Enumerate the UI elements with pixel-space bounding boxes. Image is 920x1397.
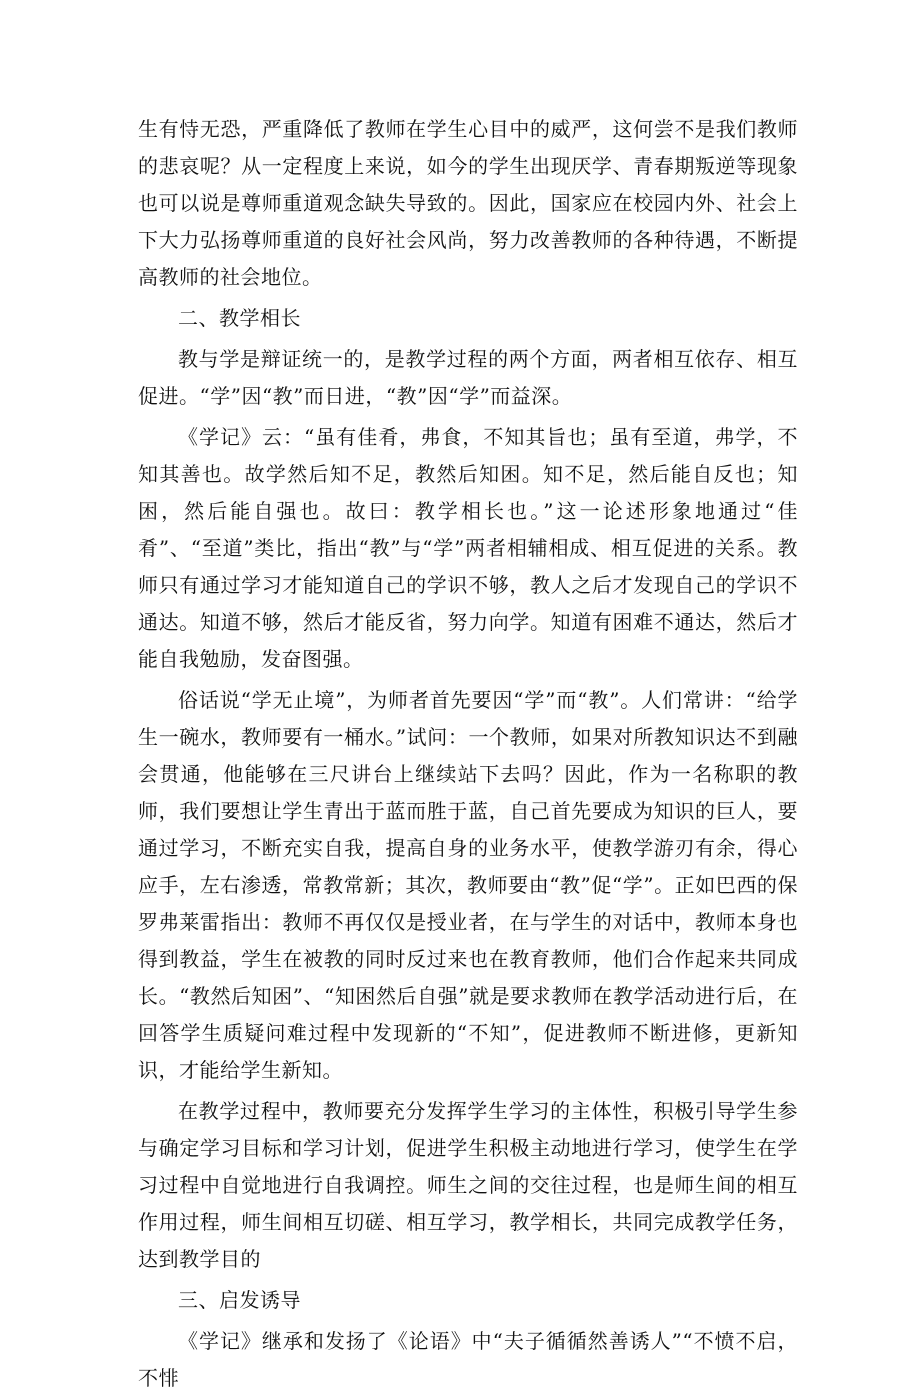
paragraph-dialectic: 教与学是辩证统一的，是教学过程的两个方面，两者相互依存、相互促进。“学”因“教”而日进，“教”因“学”而益深。 <box>138 347 798 408</box>
section-heading-teaching-learning: 二、教学相长 <box>178 306 301 330</box>
paragraph-student-subject: 在教学过程中，教师要充分发挥学生学习的主体性，积极引导学生参与确定学习目标和学习计划，促进学生积极主动地进行学习，使学生在学习过程中自觉地进行自我调控。师生之间的交往过程，也是师生间的相互作用过程，师生间相互切磋、相互学习，教学相长，共同完成教学任务，达到教学目的 <box>138 1099 798 1271</box>
section-heading-inspiration: 三、启发诱导 <box>178 1288 301 1312</box>
document-page <box>138 111 798 1397</box>
paragraph-xueji-quote: 《学记》云：“虽有佳肴，弗食，不知其旨也；虽有至道，弗学，不知其善也。故学然后知不足，教然后知困。知不足，然后能自反也；知困，然后能自强也。故曰：教学相长也。”这一论述形象地通过“佳肴”、“至道”类比，指出“教”与“学”两者相辅相成、相互促进的关系。教师只有通过学习才能知道自己的学识不够，教人之后才发现自己的学识不通达。知道不够，然后才能反省，努力向学。知道有困难不通达，然后才能自我勉励，发奋图强。 <box>138 425 798 671</box>
paragraph-respect-teachers: 生有恃无恐，严重降低了教师在学生心目中的威严，这何尝不是我们教师的悲哀呢？从一定程度上来说，如今的学生出现厌学、青春期叛逆等现象也可以说是尊师重道观念缺失导致的。因此，国家应在校园内外、社会上下大力弘扬尊师重道的良好社会风尚，努力改善教师的各种待遇，不断提高教师的社会地位。 <box>138 117 798 289</box>
paragraph-analects: 《学记》继承和发扬了《论语》中“夫子循循然善诱人”“不愤不启， 不悱 <box>138 1329 798 1390</box>
paragraph-endless-learning: 俗话说“学无止境”，为师者首先要因“学”而“教”。人们常讲：“给学生一碗水，教师要有一桶水。”试问：一个教师，如果对所教知识达不到融会贯通，他能够在三尺讲台上继续站下去吗？因此，作为一名称职的教师，我们要想让学生青出于蓝而胜于蓝，自己首先要成为知识的巨人，要通过学习，不断充实自我，提高自身的业务水平，使教学游刃有余，得心应手，左右渗透，常教常新；其次，教师要由“教”促“学”。正如巴西的保罗弗莱雷指出：教师不再仅仅是授业者，在与学生的对话中，教师本身也得到教益，学生在被教的同时反过来也在教育教师，他们合作起来共同成长。“教然后知困”、“知困然后自强”就是要求教师在教学活动进行后，在回答学生质疑问难过程中发现新的“不知”，促进教师不断进修，更新知识，才能给学生新知。 <box>138 688 798 1082</box>
